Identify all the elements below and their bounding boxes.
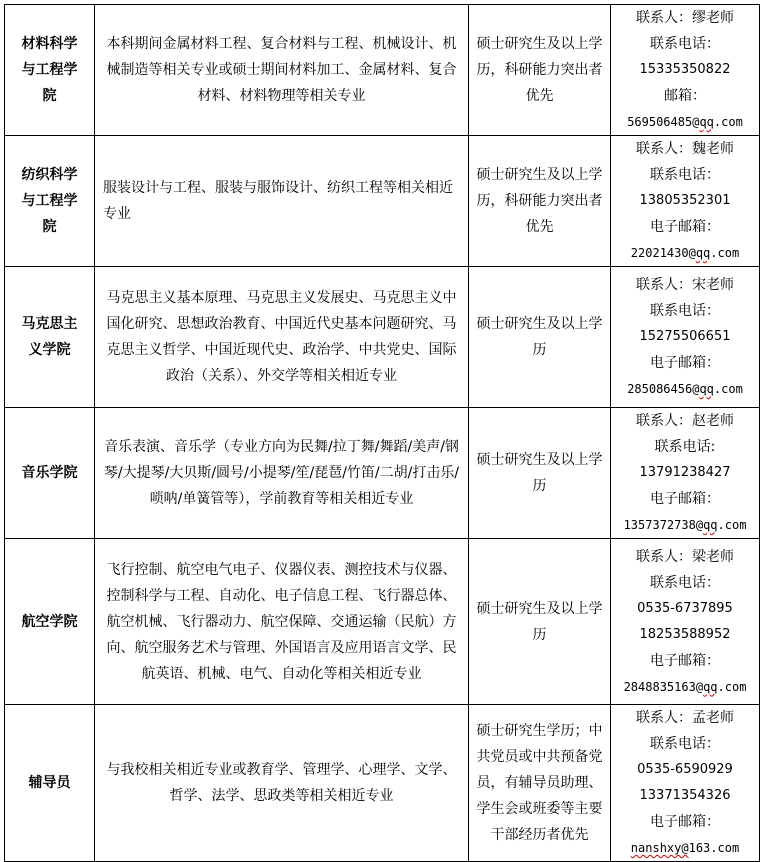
contact-phone-label: 联系电话: (654, 439, 716, 455)
contact-email-label: 邮箱： (664, 88, 706, 104)
email-tld: .com (710, 246, 740, 260)
email-domain: qq (699, 115, 714, 129)
contact-person: 联系人：赵老师 (636, 413, 734, 429)
contact-phone-label: 联系电话： (650, 36, 720, 52)
email-user: 2848835163@ (623, 679, 704, 694)
department-cell: 航空学院 (5, 539, 95, 705)
contact-email (613, 109, 757, 135)
majors-cell: 服装设计与工程、服装与服饰设计、纺织工程等相关相近专业 (95, 136, 469, 267)
table-row (5, 267, 760, 408)
email-user: nanshxy@ (630, 841, 689, 855)
contact-phone: 15335350822 (639, 62, 731, 77)
majors-cell: 飞行控制、航空电气电子、仪器仪表、测控技术与仪器、控制科学与工程、自动化、电子信息工程、飞行器总体、航空机械、飞行器动力、航空保障、交通运输（民航）方向、航空服务艺术与管理、外国语言及应用语言文学、民航英语、机械、电气、自动化等相关相近专业 (95, 539, 469, 705)
email-domain: qq (699, 382, 714, 396)
email-user: 22021430@ (630, 246, 696, 260)
contact-email (613, 512, 757, 538)
email-domain: qq (695, 246, 711, 260)
department-cell: 材料科学与工程学院 (5, 5, 95, 136)
contact-person: 联系人：梁老师 (636, 548, 734, 565)
contact-phone: 0535-6737895 (637, 600, 733, 616)
contact-email (613, 674, 757, 700)
contact-cell (611, 136, 760, 267)
contact-email (613, 835, 757, 861)
contact-phone: 15275506651 (639, 329, 731, 344)
table-row (5, 408, 760, 539)
contact-phone-label: 联系电话： (650, 574, 720, 591)
contact-person: 联系人：宋老师 (636, 277, 734, 293)
requirement-cell: 硕士研究生及以上学历，科研能力突出者优先 (469, 136, 611, 267)
contact-email-label: 电子邮箱： (650, 814, 720, 830)
contact-person: 联系人：缪老师 (636, 10, 734, 26)
table-row (5, 5, 760, 136)
contact-person: 联系人：孟老师 (636, 710, 734, 726)
email-user: 1357372738@ (623, 518, 704, 532)
email-tld: .com (713, 115, 743, 129)
contact-phone-label: 联系电话： (650, 167, 720, 183)
contact-phone: 13805352301 (639, 193, 731, 208)
table-row (5, 136, 760, 267)
requirement-cell: 硕士研究生及以上学历 (469, 267, 611, 408)
recruitment-table (4, 4, 760, 862)
contact-person: 联系人：魏老师 (636, 141, 734, 157)
contact-phone: 13791238427 (639, 465, 731, 480)
contact-phone-label: 联系电话： (650, 303, 720, 319)
email-tld: .com (717, 518, 747, 532)
department-cell: 辅导员 (5, 705, 95, 862)
contact-cell (611, 5, 760, 136)
requirement-cell: 硕士研究生学历；中共党员或中共预备党员，有辅导员助理、学生会或班委等主要干部经历者优先 (469, 705, 611, 862)
contact-phone: 13371354326 (639, 788, 731, 803)
department-cell: 马克思主义学院 (5, 267, 95, 408)
table-row (5, 539, 760, 705)
majors-cell: 本科期间金属材料工程、复合材料与工程、机械设计、机械制造等相关专业或硕士期间材料加工、金属材料、复合材料、材料物理等相关专业 (95, 5, 469, 136)
majors-cell: 音乐表演、音乐学（专业方向为民舞/拉丁舞/舞蹈/美声/钢琴/大提琴/大贝斯/圆号/小提琴/笙/琵琶/竹笛/二胡/打击乐/唢呐/单簧管等），学前教育等相关相近专业 (95, 408, 469, 539)
contact-email (613, 376, 757, 402)
email-user: 285086456@ (627, 382, 700, 396)
contact-phone: 0535-6590929 (637, 762, 733, 777)
email-tld: .com (717, 679, 747, 694)
contact-email-label: 电子邮箱： (650, 355, 720, 371)
email-tld: .com (713, 382, 743, 396)
majors-cell: 与我校相关相近专业或教育学、管理学、心理学、文学、哲学、法学、思政类等相关相近专业 (95, 705, 469, 862)
contact-phone-label: 联系电话： (650, 736, 720, 752)
department-cell: 纺织科学与工程学院 (5, 136, 95, 267)
contact-cell (611, 539, 760, 705)
email-domain: qq (703, 518, 718, 532)
contact-cell (611, 267, 760, 408)
department-cell: 音乐学院 (5, 408, 95, 539)
contact-email-label: 电子邮箱： (650, 491, 720, 507)
contact-email (613, 240, 757, 266)
email-domain: 163 (688, 841, 711, 855)
contact-email-label: 电子邮箱： (650, 652, 720, 669)
requirement-cell: 硕士研究生及以上学历，科研能力突出者优先 (469, 5, 611, 136)
contact-email-label: 电子邮箱： (650, 219, 720, 235)
majors-cell: 马克思主义基本原理、马克思主义发展史、马克思主义中国化研究、思想政治教育、中国近代史基本问题研究、马克思主义哲学、中国近现代史、政治学、中共党史、国际政治（关系）、外交学等相关相近专业 (95, 267, 469, 408)
email-user: 569506485@ (627, 115, 700, 129)
requirement-cell: 硕士研究生及以上学历 (469, 539, 611, 705)
email-domain: qq (703, 679, 718, 694)
contact-phone: 18253588952 (639, 626, 731, 642)
email-tld: .com (710, 841, 740, 855)
requirement-cell: 硕士研究生及以上学历 (469, 408, 611, 539)
contact-cell (611, 705, 760, 862)
contact-cell (611, 408, 760, 539)
table-row (5, 705, 760, 862)
